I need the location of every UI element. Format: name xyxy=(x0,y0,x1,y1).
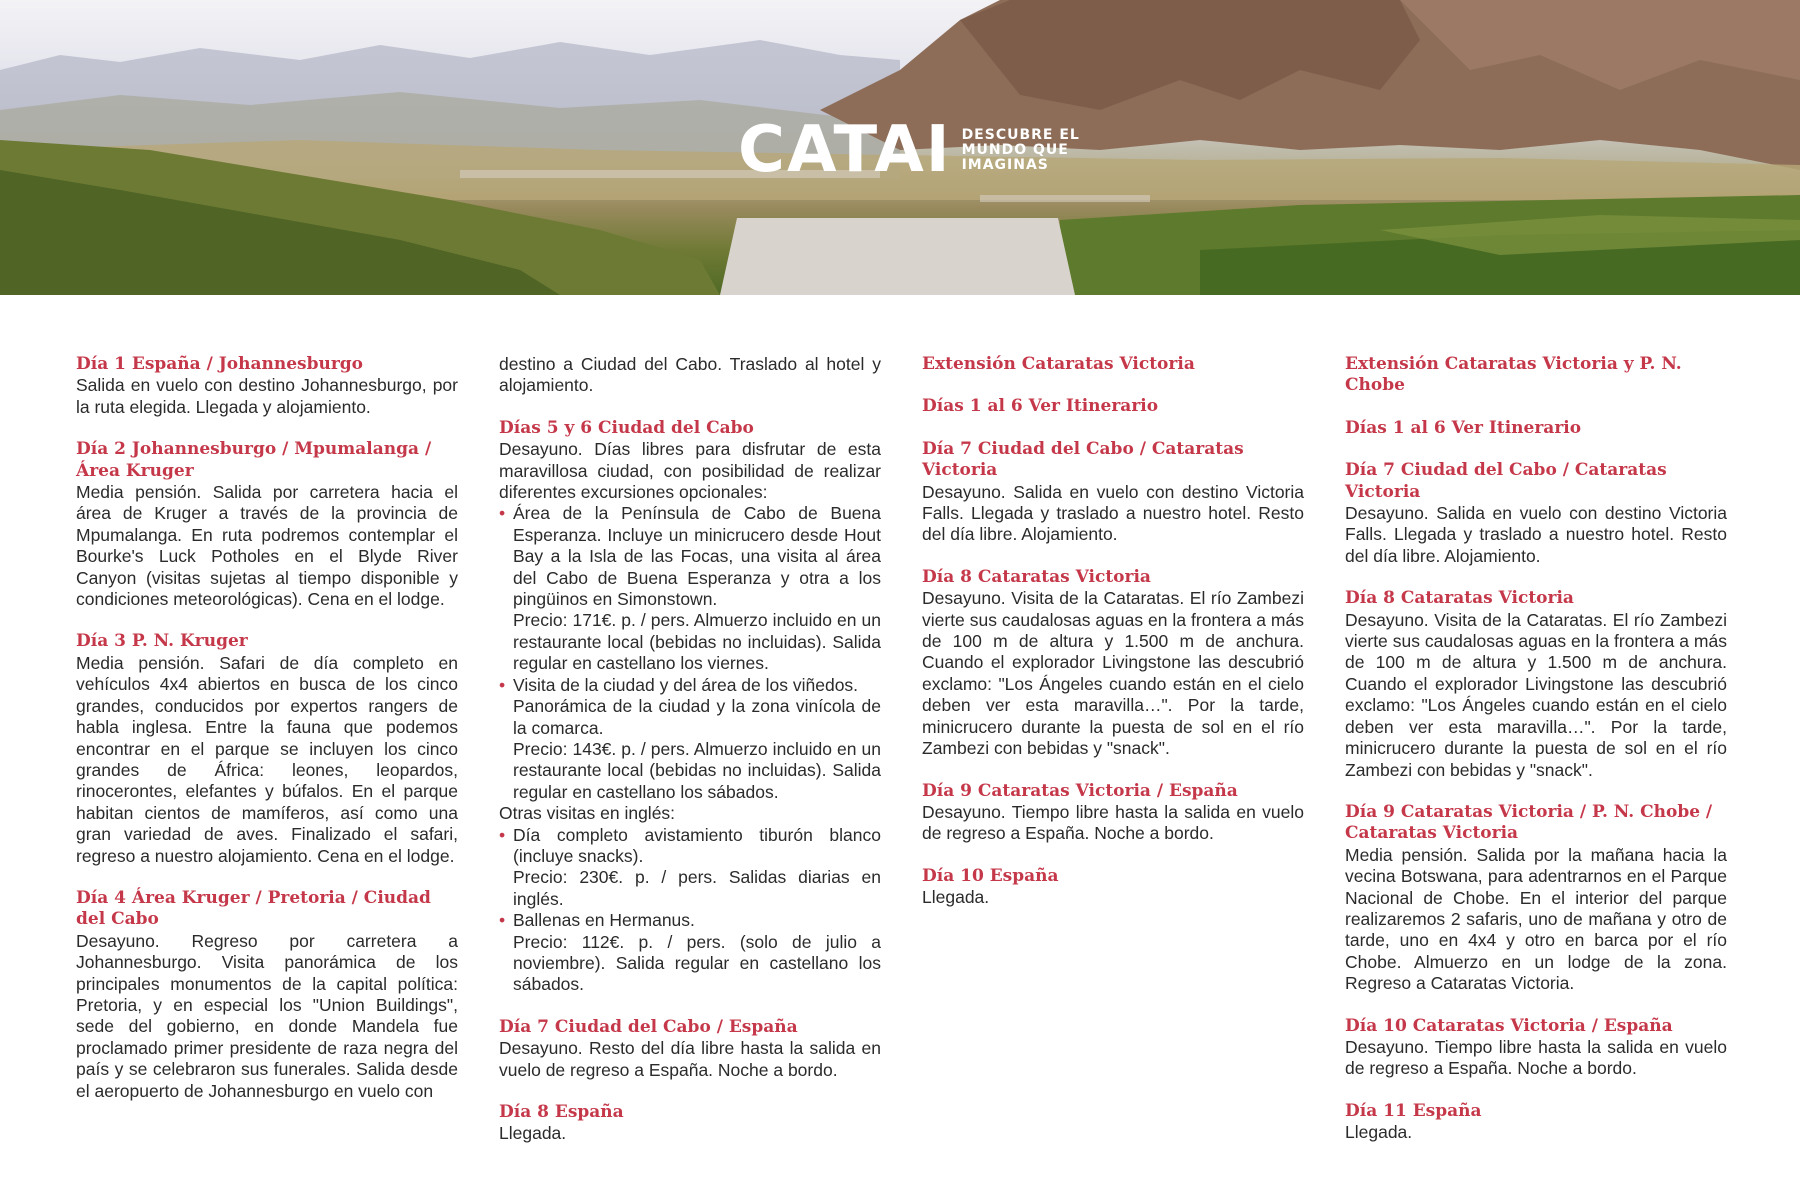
day-section xyxy=(1345,802,1727,995)
day-section xyxy=(922,439,1304,546)
day-title: Día 7 Ciudad del Cabo / Cataratas Victoria xyxy=(1345,460,1667,502)
excursion-item: • Ballenas en Hermanus. xyxy=(499,910,695,931)
day-title: Día 3 P. N. Kruger xyxy=(76,631,248,652)
day-title: Días 5 y 6 Ciudad del Cabo xyxy=(499,417,754,438)
bullet-icon: • xyxy=(499,824,506,845)
day-title: Día 8 Cataratas Victoria xyxy=(1345,588,1574,609)
day-text: Desayuno. Tiempo libre hasta la salida en vuelo de regreso a España. Noche a bordo. xyxy=(1345,1036,1727,1079)
day-section xyxy=(76,888,458,1102)
day-section xyxy=(1345,1016,1727,1080)
logo-tagline: DESCUBRE EL MUNDO QUE IMAGINAS xyxy=(961,126,1080,173)
day-title: Día 9 Cataratas Victoria / P. N. Chobe / Cataratas Victoria xyxy=(1345,801,1713,844)
day-title: Día 9 Cataratas Victoria / España xyxy=(922,780,1238,801)
excursion-price: Precio: 143€. p. / pers. Almuerzo incluido en un restaurante local (bebidas no incluidas). Salida regular en castellano los sábados. xyxy=(513,738,881,802)
day-section-5-6 xyxy=(499,418,881,996)
day-section xyxy=(922,781,1304,845)
extension-heading: Extensión Cataratas Victoria y P. N. Chobe xyxy=(1345,354,1682,396)
day-text: Salida en vuelo con destino Johannesburgo, por la ruta elegida. Llegada y alojamiento. xyxy=(76,375,458,417)
day-title: Día 7 Ciudad del Cabo / Cataratas Victoria xyxy=(922,438,1244,481)
bullet-icon: • xyxy=(499,503,506,524)
excursion-item: • Día completo avistamiento tiburón blanco (incluye snacks). xyxy=(499,824,881,866)
excursion-price: Precio: 171€. p. / pers. Almuerzo incluido en un restaurante local (bebidas no incluidas). Salida regular en castellano los viernes. xyxy=(513,610,881,674)
day-section xyxy=(922,567,1304,760)
day-section xyxy=(76,439,458,610)
extension-heading: Extensión Cataratas Victoria xyxy=(922,354,1195,374)
excursion-item: • Área de la Península de Cabo de Buena Esperanza. Incluye un minicrucero desde Hout Bay a la Isla de las Focas, una visita al área del Cabo de Buena Esperanza y otra a los pingüinos en Simonstown. xyxy=(499,503,881,610)
day-section xyxy=(1345,588,1727,781)
day-title: Día 8 España xyxy=(499,1102,624,1122)
day-text: Media pensión. Safari de día completo en vehículos 4x4 abiertos en busca de los cinco grandes, conducidos por expertos rangers de habla inglesa. Entre la fauna que podemos encontrar en el parque se incluyen los cinco grandes de África: leones, leopardos, rinocerontes, elefantes y búfalos. En el parque habitan cientos de mamíferos, así como una gran variedad de aves. Finalizado el safari, regreso a nuestro alojamiento. Cena en el lodge. xyxy=(76,652,458,866)
logo-wordmark: CATAI xyxy=(738,113,952,187)
day-section xyxy=(1345,418,1727,439)
excursion-price: Precio: 230€. p. / pers. Salidas diarias en inglés. xyxy=(513,867,881,909)
day-text: Media pensión. Salida por la mañana hacia la vecina Botswana, para adentrarnos en el Parque Nacional de Chobe. En el interior del parque realizaremos 2 safaris, uno de mañana y otro de tarde, uno en 4x4 y otro en barca por el río Chobe. Almuerzo en un lodge de la zona. Regreso a Cataratas Victoria. xyxy=(1345,844,1727,994)
itinerary-column-1 xyxy=(76,354,458,1123)
hero-banner xyxy=(0,0,1800,295)
catai-logo xyxy=(738,113,1080,187)
day-section xyxy=(922,866,1304,909)
bullet-icon: • xyxy=(499,910,506,931)
day-section xyxy=(922,396,1304,417)
itinerary-column-2 xyxy=(499,354,881,1166)
day-title: Día 2 Johannesburgo / Mpumalanga / Área Kruger xyxy=(76,439,432,481)
day-title: Días 1 al 6 Ver Itinerario xyxy=(922,396,1159,417)
day-text: Desayuno. Tiempo libre hasta la salida en vuelo de regreso a España. Noche a bordo. xyxy=(922,801,1304,844)
day-text: Desayuno. Visita de la Cataratas. El río Zambezi vierte sus caudalosas aguas en la frontera a más de 100 m de altura y 1.500 m de anchura. Cuando el explorador Livingstone las descubrió exclamo: "Los Ángeles cuando están en el cielo deben ver esta maravilla…". Por la tarde, minicrucero durante la puesta de sol en el río Zambezi con bebidas y "snack". xyxy=(1345,609,1727,780)
excursion-desc: Panorámica de la ciudad y la zona vinícola de la comarca. xyxy=(513,696,881,738)
excursion-price: Precio: 112€. p. / pers. (solo de julio a noviembre). Salida regular en castellano los sábados. xyxy=(513,931,881,995)
bullet-icon: • xyxy=(499,674,506,695)
day-title: Día 8 Cataratas Victoria xyxy=(922,566,1151,587)
day-text: Llegada. xyxy=(499,1123,567,1144)
day-section xyxy=(499,1017,881,1081)
day-title: Día 10 España xyxy=(922,865,1059,886)
day-section xyxy=(76,354,458,418)
excursion-item: • Visita de la ciudad y del área de los viñedos. xyxy=(499,674,859,695)
day-text: Desayuno. Regreso por carretera a Johannesburgo. Visita panorámica de los principales monumentos de la capital política: Pretoria, y en especial los "Union Buildings", sede del gobierno, en donde Mandela fue proclamado primer presidente de raza negra del país y se celebraron sus funerales. Salida desde el aeropuerto de Johannesburgo en vuelo con xyxy=(76,930,458,1101)
extension-victoria-column xyxy=(922,354,1304,930)
extension-chobe-column xyxy=(1345,354,1727,1165)
day-section xyxy=(499,1102,881,1145)
day-title: Día 4 Área Kruger / Pretoria / Ciudad del Cabo xyxy=(76,887,431,930)
day-text: Llegada. xyxy=(922,887,990,908)
continuation-text: destino a Ciudad del Cabo. Traslado al hotel y alojamiento. xyxy=(499,354,881,396)
day-title: Día 1 España / Johannesburgo xyxy=(76,354,364,374)
day-title: Día 7 Ciudad del Cabo / España xyxy=(499,1016,798,1037)
day-title: Días 1 al 6 Ver Itinerario xyxy=(1345,417,1582,438)
day-text: Llegada. xyxy=(1345,1122,1413,1143)
day-text: Desayuno. Días libres para disfrutar de esta maravillosa ciudad, con posibilidad de realizar diferentes excursiones opcionales: xyxy=(499,439,881,503)
other-visits-label: Otras visitas en inglés: xyxy=(499,803,676,824)
day-text: Media pensión. Salida por carretera hacia el área de Kruger a través de la provincia de Mpumalanga. En ruta podremos contemplar el Bourke's Luck Potholes en el Blyde River Canyon (visitas sujetas al tiempo disponible y condiciones meteorológicas). Cena en el lodge. xyxy=(76,482,458,610)
day-section xyxy=(76,631,458,866)
day-title: Día 10 Cataratas Victoria / España xyxy=(1345,1015,1673,1036)
day-title: Día 11 España xyxy=(1345,1100,1482,1121)
day-section xyxy=(1345,460,1727,567)
day-text: Desayuno. Salida en vuelo con destino Victoria Falls. Llegada y traslado a nuestro hotel. Resto del día libre. Alojamiento. xyxy=(922,481,1304,545)
day-text: Desayuno. Salida en vuelo con destino Victoria Falls. Llegada y traslado a nuestro hotel. Resto del día libre. Alojamiento. xyxy=(1345,503,1727,566)
day-section xyxy=(1345,1101,1727,1144)
day-text: Desayuno. Resto del día libre hasta la salida en vuelo de regreso a España. Noche a bordo. xyxy=(499,1038,881,1080)
day-text: Desayuno. Visita de la Cataratas. El río Zambezi vierte sus caudalosas aguas en la frontera a más de 100 m de altura y 1.500 m de anchura. Cuando el explorador Livingstone las descubrió exclamo: "Los Ángeles cuando están en el cielo deben ver esta maravilla…". Por la tarde, minicrucero durante la puesta de sol en el río Zambezi con bebidas y "snack". xyxy=(922,588,1304,759)
